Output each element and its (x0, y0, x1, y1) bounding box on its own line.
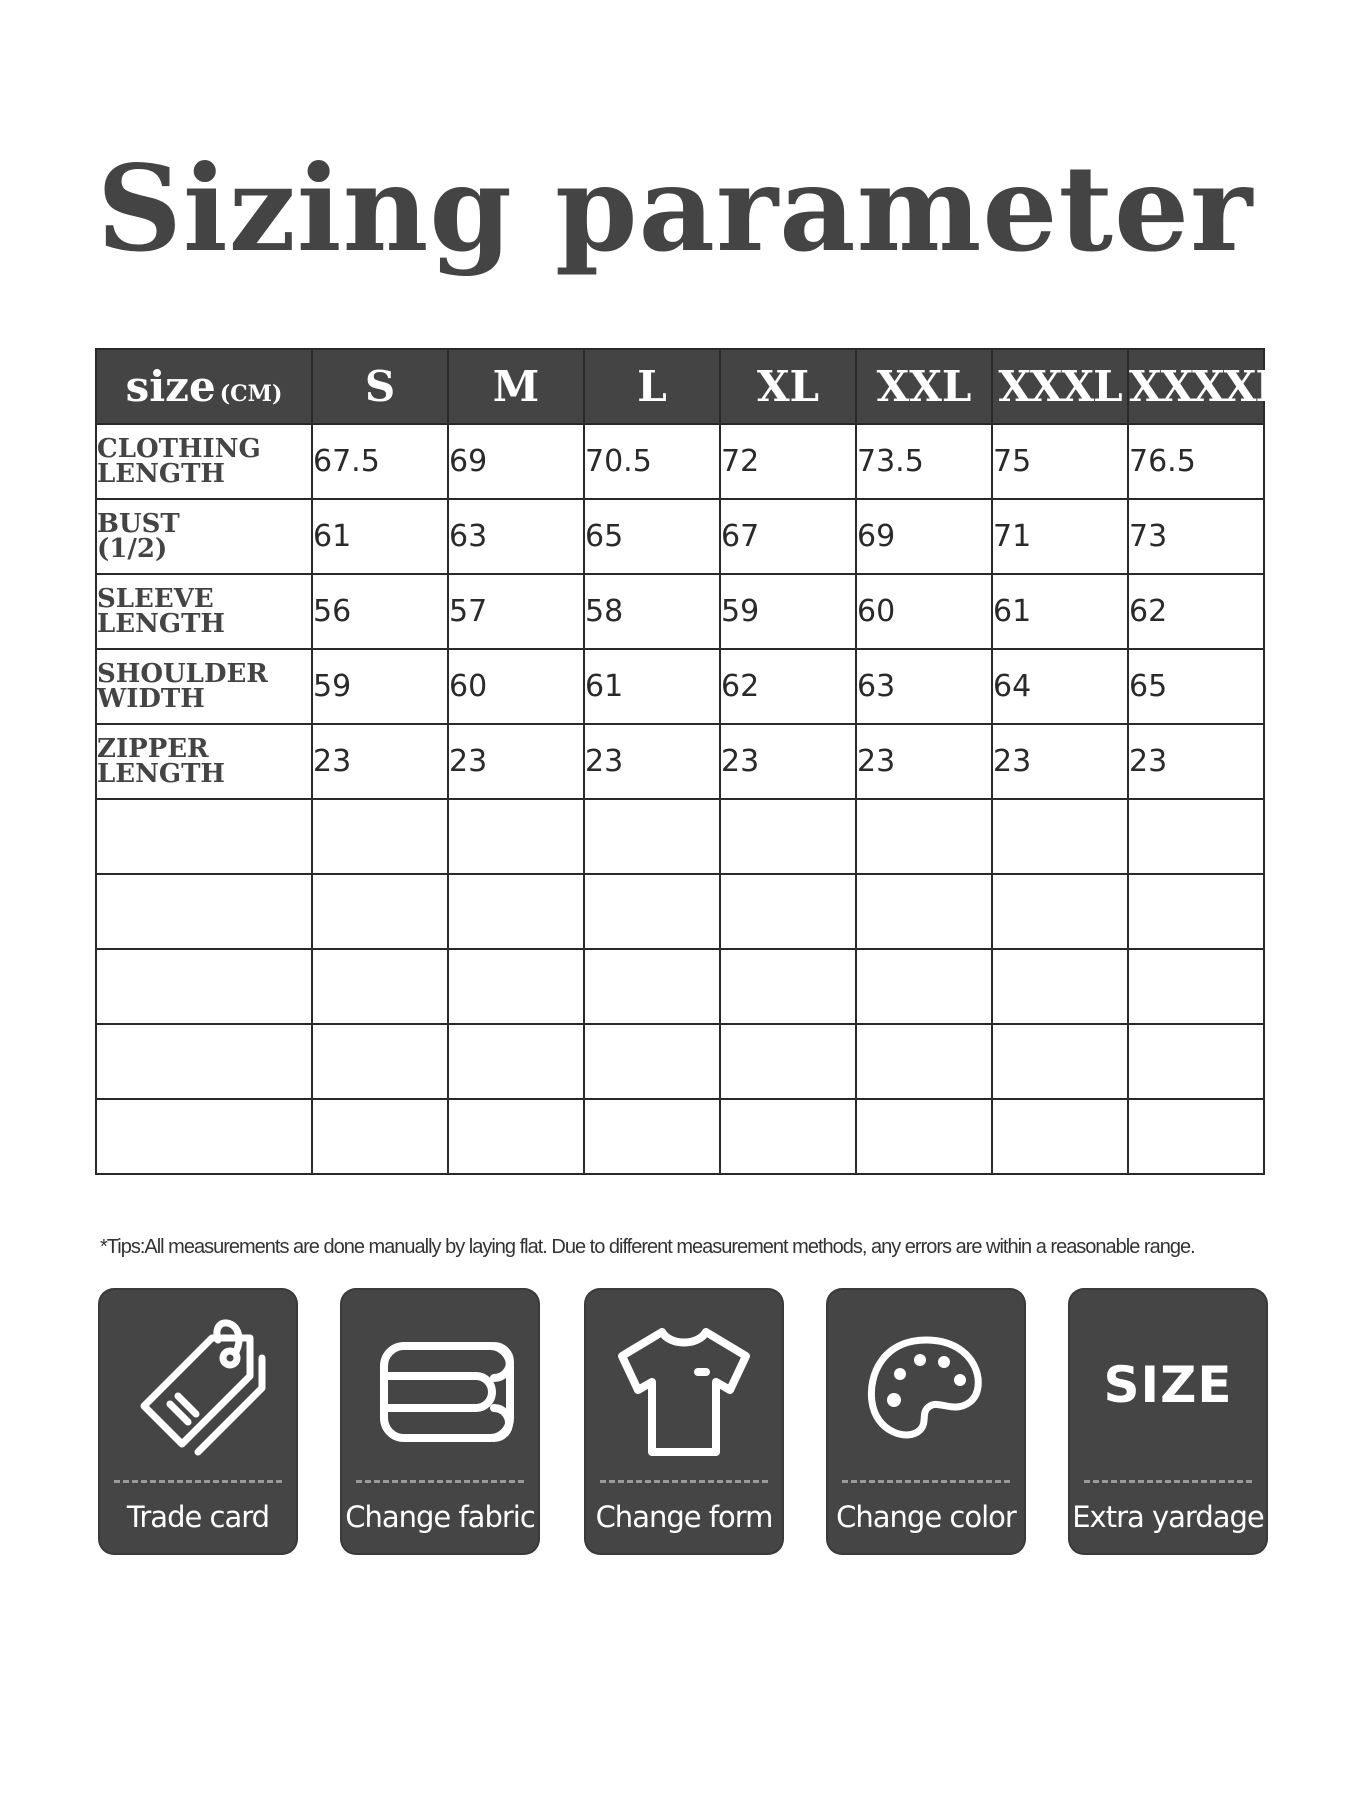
empty-cell (448, 949, 584, 1024)
size-column-header: XXL (856, 349, 992, 424)
empty-cell (312, 874, 448, 949)
badge-change-color (828, 1290, 1024, 1553)
badge-divider (600, 1480, 768, 1483)
empty-cell (312, 1024, 448, 1099)
empty-cell (856, 1024, 992, 1099)
empty-cell (856, 949, 992, 1024)
badge-trade-card (100, 1290, 296, 1553)
measurement-cell: 67 (720, 499, 856, 574)
measurement-cell: 23 (856, 724, 992, 799)
empty-cell (96, 949, 312, 1024)
empty-cell (96, 1024, 312, 1099)
measurement-cell: 65 (584, 499, 720, 574)
measurement-cell: 61 (312, 499, 448, 574)
empty-cell (312, 799, 448, 874)
size-column-header: M (448, 349, 584, 424)
tag-icon (100, 1310, 296, 1460)
empty-cell (1128, 1024, 1264, 1099)
measurement-cell: 69 (448, 424, 584, 499)
empty-cell (856, 1099, 992, 1174)
measurement-cell: 23 (584, 724, 720, 799)
empty-cell (992, 799, 1128, 874)
measurement-cell: 56 (312, 574, 448, 649)
size-table (95, 348, 1284, 1175)
empty-cell (1128, 799, 1264, 874)
empty-cell (584, 799, 720, 874)
measurement-cell: 64 (992, 649, 1128, 724)
empty-cell (992, 1099, 1128, 1174)
badge-divider (842, 1480, 1010, 1483)
row-label-line: LENGTH (97, 458, 225, 489)
row-label-line: SLEEVE (97, 583, 214, 614)
empty-cell (720, 949, 856, 1024)
empty-table-row (96, 1024, 1264, 1099)
row-label-line: LENGTH (97, 758, 225, 789)
measurement-cell: 61 (584, 649, 720, 724)
badge-label: Change fabric (345, 1500, 535, 1534)
empty-cell (448, 1024, 584, 1099)
badge-label: Trade card (126, 1500, 270, 1534)
badge-divider (356, 1480, 524, 1483)
measurement-cell: 75 (992, 424, 1128, 499)
badge-label: Change form (595, 1500, 773, 1534)
measurement-cell: 60 (856, 574, 992, 649)
measurement-cell: 23 (720, 724, 856, 799)
empty-cell (312, 1099, 448, 1174)
measurement-cell: 69 (856, 499, 992, 574)
empty-cell (720, 1024, 856, 1099)
tshirt-icon (586, 1310, 782, 1460)
measurement-cell: 73.5 (856, 424, 992, 499)
badge-change-fabric (342, 1290, 538, 1553)
badge-label: Change color (836, 1500, 1016, 1534)
row-label (96, 574, 312, 649)
empty-cell (96, 799, 312, 874)
size-column-header: XXXL (992, 349, 1128, 424)
table-header-row (96, 349, 1264, 424)
measurement-cell: 62 (720, 649, 856, 724)
row-label-line: CLOTHING (97, 433, 261, 464)
empty-cell (992, 1024, 1128, 1099)
empty-table-row (96, 874, 1264, 949)
measurement-cell: 67.5 (312, 424, 448, 499)
size-column-header: XL (720, 349, 856, 424)
table-row (96, 724, 1264, 799)
measurement-cell: 73 (1128, 499, 1264, 574)
size-icon: SIZE (1103, 1356, 1233, 1414)
size-header-cell (96, 349, 312, 424)
empty-cell (1128, 949, 1264, 1024)
row-label-line: SHOULDER (97, 658, 268, 689)
empty-cell (992, 874, 1128, 949)
measurement-cell: 58 (584, 574, 720, 649)
tips-note: *Tips:All measurements are done manually by laying flat. Due to different measurement methods, any errors are within a reasonable range. (100, 1236, 1195, 1258)
empty-cell (584, 949, 720, 1024)
measurement-cell: 72 (720, 424, 856, 499)
empty-table-row (96, 949, 1264, 1024)
empty-cell (448, 874, 584, 949)
page-title: Sizing parameter (96, 139, 1254, 278)
empty-cell (448, 799, 584, 874)
measurement-cell: 63 (448, 499, 584, 574)
empty-table-row (96, 799, 1264, 874)
unit-label: (CM) (219, 381, 283, 407)
empty-cell (992, 949, 1128, 1024)
measurement-cell: 23 (312, 724, 448, 799)
badge-extra-yardage (1070, 1290, 1266, 1553)
size-column-header: XXXXL (1128, 349, 1264, 424)
empty-cell (856, 799, 992, 874)
empty-cell (584, 874, 720, 949)
empty-cell (96, 1099, 312, 1174)
measurement-cell: 63 (856, 649, 992, 724)
service-badges (100, 1290, 1265, 1555)
row-label-line: LENGTH (97, 608, 225, 639)
measurement-cell: 59 (312, 649, 448, 724)
measurement-cell: 23 (992, 724, 1128, 799)
fabric-icon (342, 1310, 538, 1460)
palette-icon (828, 1310, 1024, 1460)
empty-cell (584, 1099, 720, 1174)
row-label (96, 649, 312, 724)
measurement-cell: 59 (720, 574, 856, 649)
measurement-cell: 65 (1128, 649, 1264, 724)
measurement-cell: 57 (448, 574, 584, 649)
table-row (96, 424, 1264, 499)
empty-cell (312, 949, 448, 1024)
empty-cell (856, 874, 992, 949)
empty-cell (720, 874, 856, 949)
empty-cell (720, 799, 856, 874)
size-column-header: S (312, 349, 448, 424)
badge-change-form (586, 1290, 782, 1553)
badge-divider (1084, 1480, 1252, 1483)
row-label-line: BUST (97, 508, 180, 539)
table-row (96, 649, 1264, 724)
size-header-label: size (125, 362, 216, 411)
table-row (96, 574, 1264, 649)
measurement-cell: 61 (992, 574, 1128, 649)
measurement-cell: 23 (1128, 724, 1264, 799)
row-label (96, 724, 312, 799)
size-column-header: L (584, 349, 720, 424)
row-label (96, 424, 312, 499)
empty-cell (1128, 1099, 1264, 1174)
measurement-cell: 23 (448, 724, 584, 799)
row-label (96, 499, 312, 574)
measurement-cell: 71 (992, 499, 1128, 574)
row-label-line: ZIPPER (97, 733, 209, 764)
empty-cell (584, 1024, 720, 1099)
measurement-cell: 62 (1128, 574, 1264, 649)
row-label-line: WIDTH (97, 683, 205, 714)
badge-label: Extra yardage (1072, 1500, 1264, 1534)
empty-cell (720, 1099, 856, 1174)
measurement-cell: 76.5 (1128, 424, 1264, 499)
table-row (96, 499, 1264, 574)
empty-cell (1128, 874, 1264, 949)
measurement-cell: 70.5 (584, 424, 720, 499)
measurement-cell: 60 (448, 649, 584, 724)
row-label-line: (1/2) (97, 533, 168, 564)
empty-cell (448, 1099, 584, 1174)
badge-divider (114, 1480, 282, 1483)
empty-cell (96, 874, 312, 949)
empty-table-row (96, 1099, 1264, 1174)
